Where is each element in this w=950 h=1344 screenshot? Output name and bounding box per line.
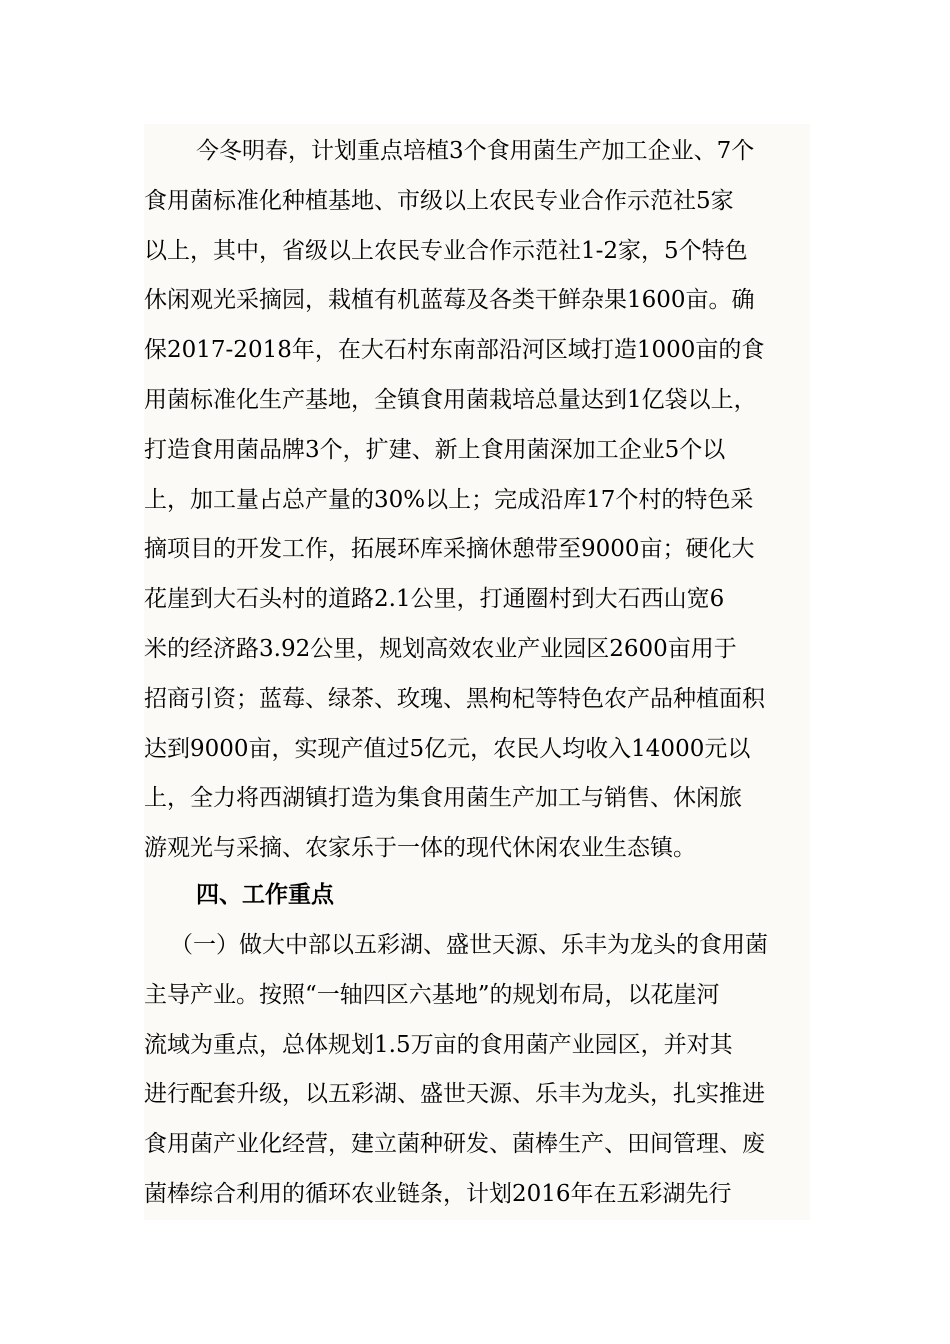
paragraph-line-3: 以上，其中，省级以上农民专业合作示范社1-2家，5个特色 [144,237,748,264]
paragraph-line-10: 花崖到大石头村的道路2.1公里，打通圈村到大石西山宽6 [144,586,725,613]
paragraph-line-20: 进行配套升级，以五彩湖、盛世天源、乐丰为龙头，扎实推进 [144,1081,765,1108]
paragraph-line-21: 食用菌产业化经营，建立菌种研发、菌棒生产、田间管理、废 [144,1131,765,1158]
paragraph-line-11: 米的经济路3.92公里，规划高效农业产业园区2600亩用于 [144,636,737,662]
paragraph-line-4: 休闲观光采摘园，栽植有机蓝莓及各类干鲜杂果1600亩。确 [144,287,755,314]
paragraph-line-6: 用菌标准化生产基地，全镇食用菌栽培总量达到1亿袋以上， [144,387,757,413]
paragraph-line-15: 游观光与采摘、农家乐于一体的现代休闲农业生态镇。 [144,835,696,862]
paragraph-line-7: 打造食用菌品牌3个，扩建、新上食用菌深加工企业5个以 [144,436,726,463]
paragraph-line-22: 菌棒综合利用的循环农业链条，计划2016年在五彩湖先行 [144,1181,732,1207]
paragraph-line-9: 摘项目的开发工作，拓展环库采摘休憩带至9000亩；硬化大 [144,536,755,563]
paragraph-line-18: 主导产业。按照“一轴四区六基地”的规划布局，以花崖河 [144,981,720,1008]
section-heading: 四、工作重点 [196,882,334,908]
paragraph-line-14: 上，全力将西湖镇打造为集食用菌生产加工与销售、休闲旅 [144,785,742,812]
paragraph-line-8: 上，加工量占总产量的30%以上；完成沿库17个村的特色采 [144,486,754,513]
document-body [144,124,810,1220]
paragraph-line-5: 保2017-2018年，在大石村东南部沿河区域打造1000亩的食 [144,337,765,364]
paragraph-line-12: 招商引资；蓝莓、绿茶、玫瑰、黑枸杞等特色农产品种植面积 [144,685,765,712]
paragraph-line-2: 食用菌标准化种植基地、市级以上农民专业合作示范社5家 [144,187,734,214]
paragraph-line-19: 流域为重点，总体规划1.5万亩的食用菌产业园区，并对其 [144,1031,733,1058]
paragraph-line-17: （一）做大中部以五彩湖、盛世天源、乐丰为龙头的食用菌 [170,932,768,958]
paragraph-line-1: 今冬明春，计划重点培植3个食用菌生产加工企业、7个 [196,138,755,164]
paragraph-line-13: 达到9000亩，实现产值过5亿元，农民人均收入14000元以 [144,735,751,762]
